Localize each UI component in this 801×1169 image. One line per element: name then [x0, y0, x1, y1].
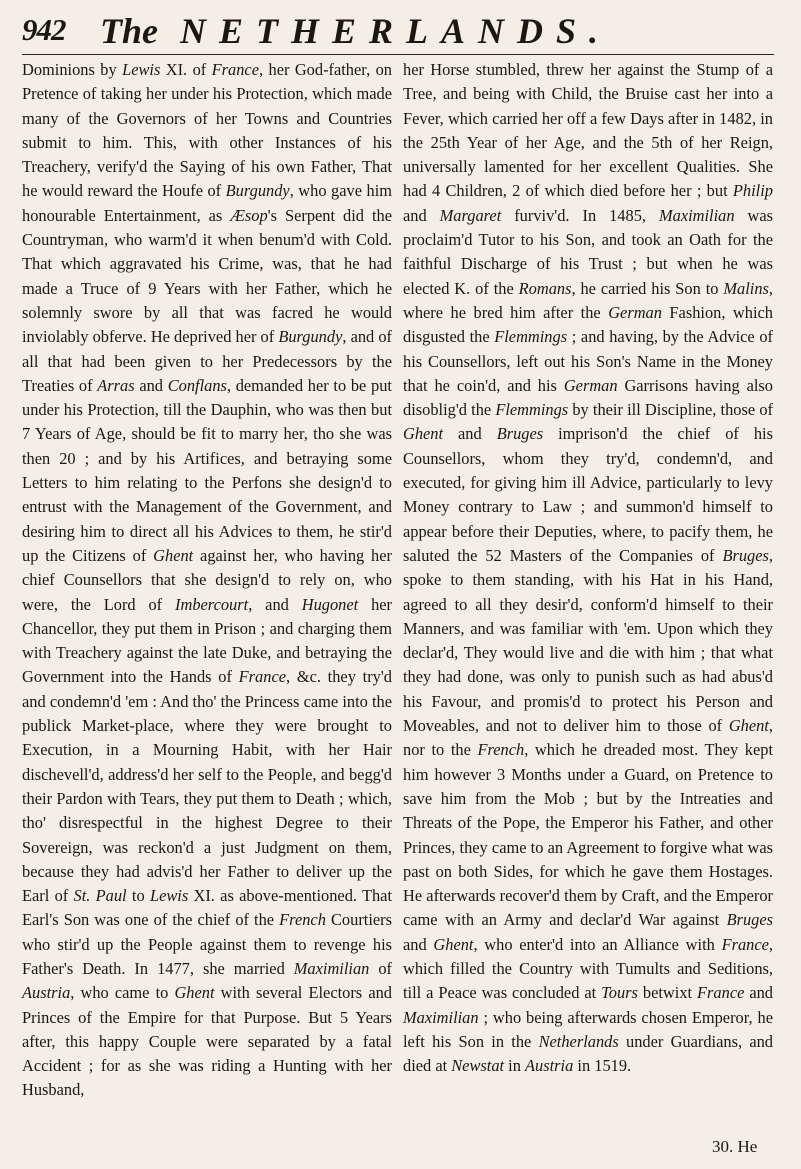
italic-run: St. Paul — [73, 886, 127, 906]
text-run: , her God-father, on Pretence of taking her under his Protection, which made many of the Governors of her Towns and Countries submit to him. This, with other Instances of his Treachery, verify'd the Saying of his own Father, That he would reward the Houfe of — [22, 60, 392, 201]
running-title — [100, 10, 611, 52]
page-number: 942 — [22, 12, 66, 47]
italic-run: German — [608, 302, 662, 322]
italic-run: France — [211, 60, 259, 79]
left-column — [22, 58, 392, 1103]
italic-run: Romans — [518, 278, 572, 298]
text-run: betwixt — [637, 983, 698, 1003]
text-run: 's Serpent did the Countryman, who warm'd it when benum'd with Cold. That which aggravated his Crime, was, that he had made a Truce of 9 Years with her Father, which he solemnly swore by all that was facred he would inviolably obferve. He deprived her of — [22, 205, 392, 347]
italic-run: Arras — [97, 375, 135, 395]
text-run: and — [403, 934, 434, 954]
text-run: by their ill Discipline, those of — [568, 400, 773, 420]
text-run: Fashion, which disgusted the — [403, 302, 773, 347]
italic-run: Imbercourt — [175, 594, 249, 614]
text-run: was proclaim'd Tutor to his Son, and took an Oath for the faithful Discharge of his Trust ; but when he was elected K. of the — [403, 205, 774, 298]
italic-run: Tours — [601, 983, 638, 1003]
text-run: , which he dreaded most. They kept him however 3 Months under a Guard, on Pretence to save him from the Mob ; but by the Intreaties and Threats of the Pope, the Emperor his Father, and other Princes, they came to an Agreement to forgive what was past on both Sides, for which he gave them Hostages. He afterwards recover'd them by Craft, and the Emperor came with an Army and declar'd War against — [403, 740, 773, 930]
text-run: and — [134, 375, 168, 395]
text-run: against her, who having her chief Counsellors that she design'd to rely on, who were, the Lord of — [22, 545, 392, 614]
italic-run: France — [721, 934, 769, 954]
text-run: , who enter'd into an Alliance with — [473, 934, 722, 954]
italic-run: Burgundy — [278, 327, 343, 347]
text-run: and — [403, 205, 440, 225]
text-run: with several Electors and Princes of the Empire for that Purpose. But 5 Years after, this happy Couple were separated by a fatal Accident ; for as she was riding a Hunting with her Husband, — [22, 983, 392, 1100]
text-run: , &c. they try'd and condemn'd 'em : And tho' the Princess came into the publick Market-place, where they were brought to Execution, in a Mourning Habit, with her Hair dischevell'd, address'd her self to the People, and begg'd their Pardon with Tears, they put them to Death ; which, tho' disrespectful in the highest Degree to their Sovereign, was reckon'd a just Judgment on them, because they had advis'd her Father to deliver up the Earl of — [22, 667, 392, 906]
italic-run: Burgundy — [225, 181, 290, 201]
italic-run: Bruges — [722, 545, 769, 565]
text-run: , and of all that had been given to her Predecessors by the Treaties of — [22, 327, 392, 395]
italic-run: French — [279, 910, 326, 930]
italic-run: Lewis — [149, 886, 189, 906]
text-run: her Horse stumbled, threw her against the Stump of a Tree, and being with Child, the Bruise cast her into a Fever, which carried her off a few Days after in 1482, in the 25th Year of her Age, and the 5th of her Reign, universally lamented for her excellent Qualities. She had 4 Children, 2 of which died before her ; but — [403, 60, 773, 201]
italic-run: Bruges — [726, 910, 773, 930]
text-run: , who gave him honourable Entertainment, as — [22, 181, 392, 225]
text-run: imprison'd the chief of his Counsellors, whom they try'd, condemn'd, and executed, for giving him ill Advice, particularly to levy Money contrary to Law ; and summon'd himself to appear before their Deputies, where, to pacify them, he saluted the 52 Masters of the Companies of — [403, 424, 773, 565]
italic-run: Hugonet — [301, 594, 359, 614]
italic-run: Ghent — [728, 716, 769, 736]
text-run: , where he bred him after the — [403, 278, 774, 322]
italic-run: Conflans — [167, 375, 227, 395]
italic-run: Margaret — [439, 205, 502, 225]
italic-run: Newstat — [451, 1056, 505, 1076]
right-column — [403, 58, 773, 1078]
text-run: Garrisons having also disoblig'd the — [403, 375, 773, 420]
text-run: XI. of — [160, 60, 212, 79]
italic-run: Maximilian — [658, 205, 735, 225]
italic-run: Maximilian — [403, 1007, 479, 1027]
right-column-paragraph — [403, 58, 773, 1078]
text-run: , who came to — [70, 983, 175, 1003]
italic-run: Ghent — [153, 545, 194, 565]
text-run: XI. as above-mentioned. That Earl's Son was one of the chief of the — [22, 886, 393, 930]
text-run: , demanded her to be put under his Protection, till the Dauphin, who was then but 7 Years of Age, should be fit to marry her, tho she was then 20 ; and by his Artifices, and betraying some Letters to him relating to the Perfons she design'd to entrust with the Management of the Government, and desiring him to direct all his Advices to them, he stir'd up the Citizens of — [22, 375, 392, 565]
text-run: ; and having, by the Advice of his Counsellors, left out his Son's Name in the Money that he coin'd, and his — [403, 327, 773, 395]
text-run: , which filled the Country with Tumults and Seditions, till a Peace was concluded at — [403, 934, 774, 1003]
italic-run: Austria — [22, 983, 71, 1003]
left-column-paragraph — [22, 58, 392, 1103]
text-run: , and — [248, 594, 302, 614]
text-run: in 1519. — [573, 1056, 632, 1076]
italic-run: Ghent — [433, 934, 474, 954]
page-header — [22, 4, 774, 55]
italic-run: German — [563, 375, 618, 395]
italic-run: Æsop — [230, 205, 268, 225]
text-run: , nor to the — [403, 716, 773, 760]
text-run: in — [504, 1056, 526, 1076]
italic-run: Flemmings — [494, 327, 568, 347]
italic-run: France — [697, 983, 745, 1003]
text-run: under Guardians, and died at — [403, 1031, 773, 1076]
text-run: and — [443, 424, 497, 444]
text-run: to — [126, 886, 150, 906]
text-run: furviv'd. In 1485, — [501, 205, 659, 225]
running-title-country: NETHERLANDS. — [180, 11, 612, 51]
italic-run: French — [477, 740, 525, 760]
running-title-prefix: The — [100, 11, 158, 51]
text-run: , he carried his Son to — [571, 278, 724, 298]
catchword: 30. He — [712, 1137, 758, 1156]
text-run: Dominions by — [22, 60, 123, 79]
italic-run: Austria — [525, 1056, 574, 1076]
italic-run: Netherlands — [538, 1031, 619, 1051]
italic-run: Maximilian — [293, 958, 370, 978]
text-run: , spoke to them standing, with his Hat in his Hand, agreed to all they desir'd, conform'd himself to their Manners, and was familiar with 'em. Upon which they declar'd, They would live and die with him ; that what they had done, was only to punish such as had abus'd his Favour, and promis'd to protect his Person and Moveables, and not to deliver him to those of — [403, 545, 773, 736]
text-run: ; who being afterwards chosen Emperor, he left his Son in the — [403, 1007, 773, 1051]
text-run: and — [744, 983, 774, 1003]
italic-run: Lewis — [122, 60, 161, 79]
italic-run: Philip — [732, 181, 773, 201]
text-run: of — [369, 958, 392, 978]
italic-run: Ghent — [403, 424, 444, 444]
text-run: her Chancellor, they put them in Prison ; and charging them with Treachery against the late Duke, and betraying the Government into the Hands of — [22, 594, 393, 687]
italic-run: Ghent — [174, 983, 215, 1003]
text-run: Courtiers who stir'd up the People against them to revenge his Father's Death. In 1477, she married — [22, 910, 392, 978]
italic-run: Flemmings — [495, 400, 569, 420]
italic-run: France — [238, 667, 286, 687]
italic-run: Bruges — [496, 424, 544, 444]
italic-run: Malins — [723, 278, 769, 298]
